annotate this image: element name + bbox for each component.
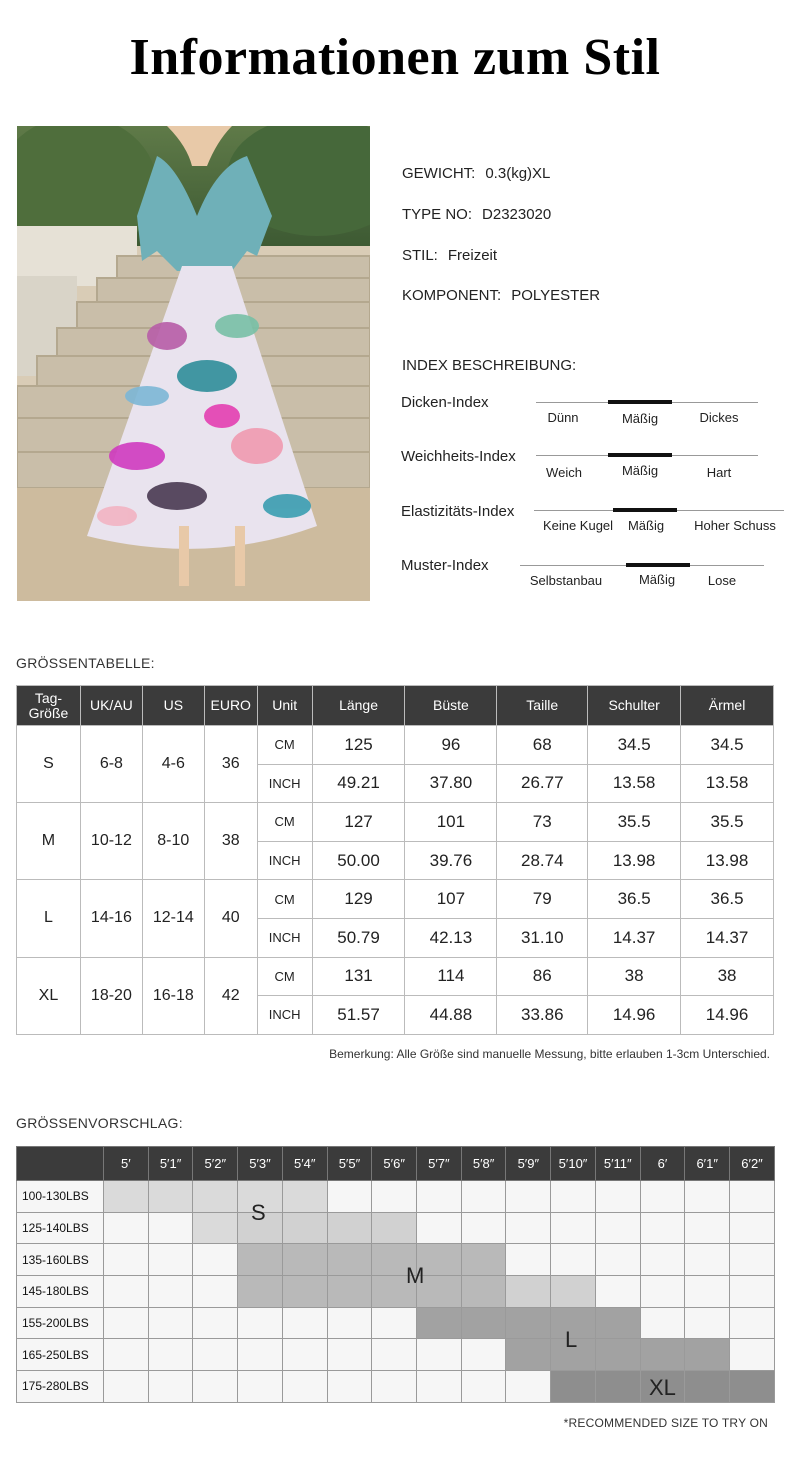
height-header: 5′4″ [282, 1147, 327, 1181]
grid-cell [461, 1371, 506, 1403]
grid-cell [461, 1276, 506, 1308]
grid-cell [372, 1212, 417, 1244]
grid-cell [506, 1212, 551, 1244]
header-line: Tag- Größe [28, 689, 69, 721]
measure-cell: 13.98 [681, 841, 774, 880]
index-scale-thickness [536, 400, 758, 440]
size-us-cell: 16-18 [142, 957, 204, 1034]
unit-cell: INCH [257, 996, 312, 1035]
weight-row [17, 1212, 775, 1244]
height-header: 5′9″ [506, 1147, 551, 1181]
weight-label: 165-250LBS [17, 1339, 104, 1371]
grid-cell [685, 1181, 730, 1213]
measure-cell: 38 [588, 957, 681, 996]
grid-cell [461, 1212, 506, 1244]
weight-row [17, 1339, 775, 1371]
header-bust: Büste [405, 686, 497, 726]
scale-level: Keine Kugel [542, 518, 614, 533]
grid-cell [282, 1212, 327, 1244]
unit-cell: CM [257, 880, 312, 919]
grid-cell [685, 1212, 730, 1244]
size-row-cm [17, 957, 774, 996]
measure-cell: 13.58 [588, 764, 681, 803]
measure-cell: 13.58 [681, 764, 774, 803]
height-header-row [17, 1147, 775, 1181]
header-shoulder: Schulter [588, 686, 681, 726]
measure-cell: 51.57 [312, 996, 405, 1035]
spec-type-no [402, 206, 551, 223]
index-label-pattern: Muster-Index [401, 557, 489, 574]
grid-cell [685, 1339, 730, 1371]
recommendation-footnote: *RECOMMENDED SIZE TO TRY ON [563, 1416, 768, 1430]
grid-cell [595, 1307, 640, 1339]
grid-cell [461, 1339, 506, 1371]
weight-row [17, 1244, 775, 1276]
grid-cell [148, 1307, 193, 1339]
grid-cell [417, 1371, 462, 1403]
measure-cell: 36.5 [588, 880, 681, 919]
grid-cell [640, 1276, 685, 1308]
scale-level: Hart [706, 465, 732, 480]
grid-cell [506, 1307, 551, 1339]
height-header: 5′3″ [238, 1147, 283, 1181]
grid-cell [551, 1371, 596, 1403]
size-uk-cell: 14-16 [80, 880, 142, 957]
size-row-cm [17, 803, 774, 842]
grid-cell [551, 1244, 596, 1276]
measure-cell: 50.79 [312, 918, 405, 957]
grid-cell [685, 1276, 730, 1308]
size-table-header [17, 686, 774, 726]
grid-cell [595, 1339, 640, 1371]
scale-selected-mark [608, 453, 672, 457]
grid-cell [148, 1181, 193, 1213]
grid-cell [730, 1276, 775, 1308]
grid-cell [104, 1371, 149, 1403]
grid-cell [104, 1244, 149, 1276]
measure-cell: 14.96 [681, 996, 774, 1035]
size-row-cm [17, 880, 774, 919]
size-uk-cell: 18-20 [80, 957, 142, 1034]
measure-cell: 107 [405, 880, 497, 919]
measure-cell: 79 [497, 880, 588, 919]
height-header: 5′ [104, 1147, 149, 1181]
index-heading: INDEX BESCHREIBUNG: [402, 357, 577, 374]
size-uk-cell: 6-8 [80, 726, 142, 803]
height-header: 5′2″ [193, 1147, 238, 1181]
scale-level: Mäßig [621, 411, 659, 426]
grid-cell [148, 1339, 193, 1371]
zone-label-xl: XL [649, 1375, 676, 1400]
header-uk-au: UK/AU [80, 686, 142, 726]
height-header: 5′1″ [148, 1147, 193, 1181]
grid-cell [730, 1181, 775, 1213]
measure-cell: 34.5 [681, 726, 774, 765]
header-us: US [142, 686, 204, 726]
grid-cell [282, 1181, 327, 1213]
unit-cell: INCH [257, 764, 312, 803]
height-header: 5′7″ [417, 1147, 462, 1181]
measure-cell: 73 [497, 803, 588, 842]
unit-cell: CM [257, 726, 312, 765]
grid-cell [282, 1307, 327, 1339]
measure-cell: 50.00 [312, 841, 405, 880]
grid-cell [730, 1244, 775, 1276]
grid-cell [640, 1244, 685, 1276]
measure-cell: 14.37 [588, 918, 681, 957]
grid-cell [730, 1212, 775, 1244]
grid-cell [461, 1181, 506, 1213]
grid-cell [148, 1371, 193, 1403]
grid-cell [193, 1371, 238, 1403]
header-unit: Unit [257, 686, 312, 726]
height-header: 5′6″ [372, 1147, 417, 1181]
corner-cell [17, 1147, 104, 1181]
measure-cell: 131 [312, 957, 405, 996]
grid-cell [282, 1339, 327, 1371]
size-row-cm [17, 726, 774, 765]
grid-cell [640, 1339, 685, 1371]
measure-cell: 129 [312, 880, 405, 919]
weight-row [17, 1276, 775, 1308]
recommendation-label: GRÖSSENVORSCHLAG: [16, 1115, 183, 1131]
grid-cell [461, 1307, 506, 1339]
spec-value: Freizeit [447, 247, 498, 264]
grid-cell [417, 1307, 462, 1339]
grid-cell [282, 1371, 327, 1403]
grid-cell [551, 1181, 596, 1213]
measure-cell: 14.96 [588, 996, 681, 1035]
measure-cell: 44.88 [405, 996, 497, 1035]
weight-row [17, 1307, 775, 1339]
index-label-elasticity: Elastizitäts-Index [401, 503, 515, 520]
grid-cell [595, 1244, 640, 1276]
spec-component [402, 287, 600, 304]
measure-cell: 39.76 [405, 841, 497, 880]
grid-cell [730, 1371, 775, 1403]
size-euro-cell: 40 [204, 880, 257, 957]
grid-cell [640, 1181, 685, 1213]
scale-level: Dickes [699, 410, 739, 425]
size-euro-cell: 42 [204, 957, 257, 1034]
grid-cell [551, 1212, 596, 1244]
scale-level: Mäßig [627, 518, 665, 533]
spec-weight [402, 165, 550, 182]
scale-level: Mäßig [638, 572, 676, 587]
measurement-note: Bemerkung: Alle Größe sind manuelle Messung, bitte erlauben 1-3cm Unterschied. [329, 1047, 770, 1061]
header-length: Länge [312, 686, 405, 726]
spec-key: KOMPONENT: [402, 287, 502, 304]
grid-cell [193, 1212, 238, 1244]
measure-cell: 96 [405, 726, 497, 765]
size-recommendation-table [16, 1146, 775, 1403]
size-tag-cell: L [17, 880, 81, 957]
weight-label: 135-160LBS [17, 1244, 104, 1276]
header-waist: Taille [497, 686, 588, 726]
grid-cell [282, 1244, 327, 1276]
zone-label-m: M [406, 1263, 425, 1288]
grid-cell [417, 1339, 462, 1371]
scale-selected-mark [626, 563, 690, 567]
index-label-softness: Weichheits-Index [401, 448, 516, 465]
grid-cell [193, 1181, 238, 1213]
height-header: 6′ [640, 1147, 685, 1181]
measure-cell: 68 [497, 726, 588, 765]
weight-label: 125-140LBS [17, 1212, 104, 1244]
grid-cell [595, 1276, 640, 1308]
grid-cell [506, 1276, 551, 1308]
grid-cell [506, 1181, 551, 1213]
size-table-label: GRÖSSENTABELLE: [16, 655, 155, 671]
page-title: Informationen zum Stil [129, 29, 661, 86]
size-us-cell: 8-10 [142, 803, 204, 880]
spec-value: POLYESTER [511, 287, 601, 304]
grid-cell [148, 1212, 193, 1244]
measure-cell: 127 [312, 803, 405, 842]
dress-photo-icon [17, 126, 370, 601]
scale-selected-mark [613, 508, 677, 512]
grid-cell [148, 1244, 193, 1276]
spec-style [402, 247, 497, 264]
grid-cell [640, 1307, 685, 1339]
size-us-cell: 12-14 [142, 880, 204, 957]
grid-cell [238, 1339, 283, 1371]
weight-row [17, 1181, 775, 1213]
height-header: 5′10″ [551, 1147, 596, 1181]
grid-cell [104, 1307, 149, 1339]
spec-value: 0.3(kg)XL [485, 165, 551, 182]
grid-cell [327, 1371, 372, 1403]
scale-level: Lose [707, 573, 737, 588]
measure-cell: 36.5 [681, 880, 774, 919]
height-header: 6′2″ [730, 1147, 775, 1181]
scale-level: Mäßig [621, 463, 659, 478]
spec-key: TYPE NO: [402, 206, 473, 223]
grid-cell [327, 1276, 372, 1308]
grid-cell [372, 1181, 417, 1213]
scale-selected-mark [608, 400, 672, 404]
spec-value: D2323020 [482, 206, 552, 223]
grid-cell [238, 1276, 283, 1308]
weight-label: 100-130LBS [17, 1181, 104, 1213]
height-header: 5′8″ [461, 1147, 506, 1181]
unit-cell: INCH [257, 918, 312, 957]
zone-label-l: L [565, 1327, 578, 1352]
size-euro-cell: 36 [204, 726, 257, 803]
size-tag-cell: M [17, 803, 81, 880]
measure-cell: 13.98 [588, 841, 681, 880]
unit-cell: CM [257, 957, 312, 996]
grid-cell [506, 1371, 551, 1403]
measure-cell: 101 [405, 803, 497, 842]
header-sleeve: Ärmel [681, 686, 774, 726]
size-us-cell: 4-6 [142, 726, 204, 803]
measure-cell: 125 [312, 726, 405, 765]
grid-cell [193, 1339, 238, 1371]
scale-level: Hoher Schuss [694, 518, 776, 533]
grid-cell [104, 1339, 149, 1371]
grid-cell [551, 1276, 596, 1308]
grid-cell [104, 1181, 149, 1213]
measure-cell: 114 [405, 957, 497, 996]
measure-cell: 14.37 [681, 918, 774, 957]
grid-cell [730, 1307, 775, 1339]
grid-cell [193, 1244, 238, 1276]
grid-cell [730, 1339, 775, 1371]
measure-cell: 38 [681, 957, 774, 996]
size-uk-cell: 10-12 [80, 803, 142, 880]
grid-cell [327, 1307, 372, 1339]
grid-cell [506, 1339, 551, 1371]
grid-cell [417, 1212, 462, 1244]
size-table [16, 685, 774, 1035]
measure-cell: 49.21 [312, 764, 405, 803]
index-scale-softness [536, 453, 758, 493]
grid-cell [595, 1212, 640, 1244]
grid-cell [327, 1339, 372, 1371]
grid-cell [417, 1181, 462, 1213]
grid-cell [327, 1212, 372, 1244]
size-tag-cell: XL [17, 957, 81, 1034]
index-label-thickness: Dicken-Index [401, 394, 489, 411]
measure-cell: 31.10 [497, 918, 588, 957]
height-header: 6′1″ [685, 1147, 730, 1181]
scale-level: Weich [546, 465, 582, 480]
height-header: 5′5″ [327, 1147, 372, 1181]
grid-cell [595, 1371, 640, 1403]
grid-cell [372, 1339, 417, 1371]
measure-cell: 34.5 [588, 726, 681, 765]
grid-cell [327, 1244, 372, 1276]
grid-cell [238, 1307, 283, 1339]
measure-cell: 86 [497, 957, 588, 996]
grid-cell [282, 1276, 327, 1308]
grid-cell [193, 1307, 238, 1339]
measure-cell: 42.13 [405, 918, 497, 957]
grid-cell [104, 1276, 149, 1308]
header-tag-size [17, 686, 81, 726]
grid-cell [104, 1212, 149, 1244]
grid-cell [506, 1244, 551, 1276]
grid-cell [595, 1181, 640, 1213]
scale-level: Dünn [547, 410, 579, 425]
measure-cell: 28.74 [497, 841, 588, 880]
grid-cell [238, 1244, 283, 1276]
spec-key: STIL: [402, 247, 438, 264]
grid-cell [640, 1212, 685, 1244]
size-tag-cell: S [17, 726, 81, 803]
unit-cell: CM [257, 803, 312, 842]
grid-cell [327, 1181, 372, 1213]
grid-cell [685, 1371, 730, 1403]
size-euro-cell: 38 [204, 803, 257, 880]
weight-label: 155-200LBS [17, 1307, 104, 1339]
measure-cell: 37.80 [405, 764, 497, 803]
unit-cell: INCH [257, 841, 312, 880]
grid-cell [148, 1276, 193, 1308]
height-header: 5′11″ [595, 1147, 640, 1181]
grid-cell [372, 1371, 417, 1403]
header-euro: EURO [204, 686, 257, 726]
zone-label-s: S [251, 1200, 266, 1225]
grid-cell [461, 1244, 506, 1276]
weight-label: 175-280LBS [17, 1371, 104, 1403]
grid-cell [685, 1244, 730, 1276]
measure-cell: 26.77 [497, 764, 588, 803]
measure-cell: 33.86 [497, 996, 588, 1035]
grid-cell [685, 1307, 730, 1339]
measure-cell: 35.5 [681, 803, 774, 842]
spec-key: GEWICHT: [402, 165, 476, 182]
grid-cell [238, 1371, 283, 1403]
index-scale-elasticity [534, 508, 784, 548]
grid-cell [372, 1307, 417, 1339]
dress-photo [17, 126, 370, 601]
grid-cell [193, 1276, 238, 1308]
measure-cell: 35.5 [588, 803, 681, 842]
scale-level: Selbstanbau [529, 573, 603, 588]
weight-label: 145-180LBS [17, 1276, 104, 1308]
index-scale-pattern [520, 563, 764, 603]
